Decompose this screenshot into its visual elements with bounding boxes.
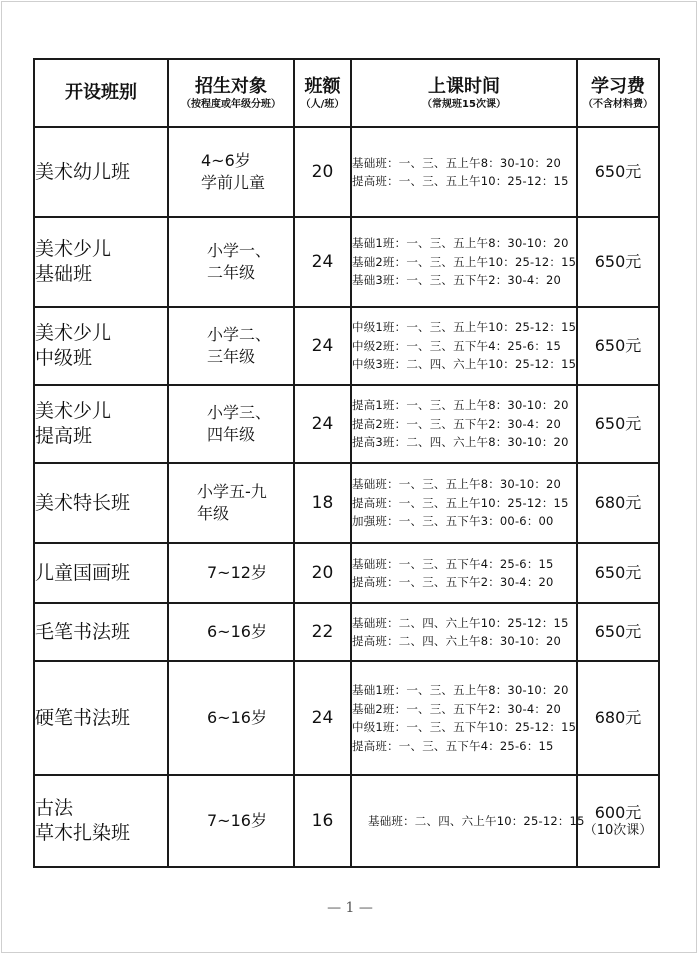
target-line: 小学三、 bbox=[207, 403, 272, 422]
class-name-line: 基础班 bbox=[35, 263, 93, 285]
header-fee bbox=[577, 59, 659, 127]
target-line: 6~16岁 bbox=[207, 708, 267, 727]
class-name-line: 美术特长班 bbox=[35, 491, 131, 514]
class-name-line: 美术幼儿班 bbox=[35, 160, 131, 183]
target-cell bbox=[168, 543, 294, 603]
page-number: — 1 — bbox=[327, 900, 373, 916]
header-class-time-note: （常规班15次课） bbox=[422, 98, 506, 110]
fee-cell bbox=[577, 775, 659, 867]
target-line: 小学二、 bbox=[207, 325, 272, 344]
class-name-line: 儿童国画班 bbox=[35, 561, 131, 584]
class-time-cell bbox=[351, 661, 577, 775]
class-time-line: 基础1班：一、三、五上午8：30-10：20 bbox=[352, 236, 569, 251]
class-name-cell bbox=[34, 127, 168, 217]
class-time-line: 基础班：一、三、五上午8：30-10：20 bbox=[352, 155, 562, 170]
class-name-cell bbox=[34, 603, 168, 661]
class-name-line: 美术少儿 bbox=[35, 400, 112, 422]
header-target bbox=[168, 59, 294, 127]
table-row bbox=[34, 603, 659, 661]
class-name-cell bbox=[34, 463, 168, 543]
target-line: 三年级 bbox=[207, 347, 256, 366]
target-line: 4~6岁 bbox=[201, 151, 251, 170]
target-line: 学前儿童 bbox=[201, 173, 266, 192]
class-time-cell bbox=[351, 307, 577, 385]
class-size-cell: 20 bbox=[294, 543, 351, 603]
header-fee-note: （不含材料费） bbox=[583, 98, 653, 110]
table-row bbox=[34, 127, 659, 217]
target-line: 四年级 bbox=[207, 425, 256, 444]
header-target-note: （按程度或年级分班） bbox=[181, 98, 281, 110]
class-time-line: 提高班：二、四、六上午8：30-10：20 bbox=[352, 634, 562, 648]
class-time-line: 提高3班：二、四、六上午8：30-10：20 bbox=[352, 435, 569, 450]
class-name-cell bbox=[34, 775, 168, 867]
target-cell bbox=[168, 217, 294, 307]
class-name-line: 中级班 bbox=[35, 347, 93, 369]
class-size-cell: 24 bbox=[294, 385, 351, 463]
header-class-name-label: 开设班别 bbox=[65, 82, 137, 103]
fee-cell bbox=[577, 307, 659, 385]
fee-amount: 600元 bbox=[594, 803, 642, 822]
table-row bbox=[34, 463, 659, 543]
target-cell bbox=[168, 307, 294, 385]
class-time-cell bbox=[351, 463, 577, 543]
target-cell bbox=[168, 463, 294, 543]
table-row bbox=[34, 217, 659, 307]
header-class-size-label: 班额 bbox=[304, 75, 341, 97]
fee-cell bbox=[577, 543, 659, 603]
target-line: 6~16岁 bbox=[207, 622, 267, 641]
class-time-line: 中级1班：一、三、五下午10：25-12：15 bbox=[352, 720, 577, 734]
fee-amount: 650元 bbox=[594, 622, 642, 641]
target-line: 年级 bbox=[197, 504, 230, 523]
class-time-line: 提高班：一、三、五下午2：30-4：20 bbox=[352, 575, 554, 589]
target-cell bbox=[168, 775, 294, 867]
target-line: 小学五-九 bbox=[197, 482, 267, 501]
table-row bbox=[34, 775, 659, 867]
class-name-cell bbox=[34, 217, 168, 307]
target-line: 二年级 bbox=[207, 263, 256, 282]
class-time-line: 基础班：二、四、六上午10：25-12：15 bbox=[352, 615, 569, 630]
table-row bbox=[34, 661, 659, 775]
class-time-line: 基础班：一、三、五下午4：25-6：15 bbox=[352, 556, 554, 571]
class-time-line: 中级2班：一、三、五下午4：25-6：15 bbox=[352, 338, 562, 353]
header-class-time bbox=[351, 59, 577, 127]
table-row bbox=[34, 385, 659, 463]
target-line: 7~16岁 bbox=[207, 811, 267, 830]
fee-cell bbox=[577, 603, 659, 661]
class-time-line: 加强班：一、三、五下午3：00-6：00 bbox=[352, 514, 554, 529]
target-cell bbox=[168, 127, 294, 217]
class-time-line: 提高班：一、三、五上午10：25-12：15 bbox=[352, 174, 569, 188]
target-line: 小学一、 bbox=[207, 241, 272, 260]
fee-cell bbox=[577, 661, 659, 775]
class-time-line: 提高班：一、三、五下午4：25-6：15 bbox=[352, 738, 554, 753]
class-time-line: 基础1班：一、三、五上午8：30-10：20 bbox=[352, 683, 569, 697]
fee-cell bbox=[577, 385, 659, 463]
class-time-line: 基础班：一、三、五上午8：30-10：20 bbox=[352, 477, 562, 492]
class-size-cell: 24 bbox=[294, 307, 351, 385]
header-fee-label: 学习费 bbox=[591, 75, 645, 97]
class-name-line: 古法 bbox=[35, 797, 74, 819]
fee-amount: 680元 bbox=[594, 708, 642, 727]
class-time-line: 中级1班：一、三、五上午10：25-12：15 bbox=[352, 320, 577, 335]
class-name-line: 毛笔书法班 bbox=[35, 620, 131, 643]
header-target-label: 招生对象 bbox=[195, 75, 267, 97]
class-name-cell bbox=[34, 543, 168, 603]
class-time-cell bbox=[351, 775, 585, 867]
fee-amount: 650元 bbox=[594, 563, 642, 582]
fee-cell bbox=[577, 127, 659, 217]
class-size-cell: 24 bbox=[294, 217, 351, 307]
header-class-time-label: 上课时间 bbox=[428, 75, 500, 97]
class-time-cell bbox=[351, 543, 577, 603]
class-time-cell bbox=[351, 217, 577, 307]
fee-amount: 650元 bbox=[594, 414, 642, 433]
fee-amount: 650元 bbox=[594, 162, 642, 181]
table-row bbox=[34, 307, 659, 385]
header-class-size bbox=[294, 59, 351, 127]
fee-amount: 650元 bbox=[594, 252, 642, 271]
class-size-cell: 20 bbox=[294, 127, 351, 217]
class-schedule-table bbox=[33, 58, 660, 868]
class-size-cell: 24 bbox=[294, 661, 351, 775]
header-class-name bbox=[34, 59, 168, 127]
table-body bbox=[34, 127, 659, 867]
class-time-line: 基础2班：一、三、五上午10：25-12：15 bbox=[352, 254, 577, 269]
fee-note: （10次课） bbox=[583, 823, 653, 838]
class-time-line: 基础班：二、四、六上午10：25-12：15 bbox=[368, 813, 585, 828]
class-name-line: 美术少儿 bbox=[35, 238, 112, 260]
class-time-line: 提高2班：一、三、五下午2：30-4：20 bbox=[352, 416, 562, 431]
target-cell bbox=[168, 661, 294, 775]
target-cell bbox=[168, 385, 294, 463]
header-class-size-note: （人/班） bbox=[300, 98, 345, 110]
class-size-cell: 18 bbox=[294, 463, 351, 543]
class-time-cell bbox=[351, 385, 577, 463]
class-time-line: 提高班：一、三、五上午10：25-12：15 bbox=[352, 495, 569, 510]
table-row bbox=[34, 543, 659, 603]
fee-amount: 680元 bbox=[594, 493, 642, 512]
class-name-line: 硬笔书法班 bbox=[35, 706, 131, 729]
fee-cell bbox=[577, 217, 659, 307]
fee-amount: 650元 bbox=[594, 336, 642, 355]
class-time-cell bbox=[351, 603, 577, 661]
class-time-line: 基础3班：一、三、五下午2：30-4：20 bbox=[352, 273, 562, 288]
class-time-line: 基础2班：一、三、五下午2：30-4：20 bbox=[352, 701, 562, 716]
class-size-cell: 22 bbox=[294, 603, 351, 661]
class-name-cell bbox=[34, 385, 168, 463]
class-name-line: 草木扎染班 bbox=[35, 822, 131, 844]
fee-cell bbox=[577, 463, 659, 543]
class-size-cell: 16 bbox=[294, 775, 351, 867]
class-time-line: 提高1班：一、三、五上午8：30-10：20 bbox=[352, 398, 569, 413]
target-line: 7~12岁 bbox=[207, 563, 267, 582]
class-name-line: 美术少儿 bbox=[35, 322, 112, 344]
class-name-cell bbox=[34, 307, 168, 385]
table-header-row bbox=[34, 59, 659, 127]
class-name-cell bbox=[34, 661, 168, 775]
class-time-cell bbox=[351, 127, 577, 217]
target-cell bbox=[168, 603, 294, 661]
class-time-line: 中级3班：二、四、六上午10：25-12：15 bbox=[352, 357, 577, 372]
class-name-line: 提高班 bbox=[35, 425, 93, 447]
